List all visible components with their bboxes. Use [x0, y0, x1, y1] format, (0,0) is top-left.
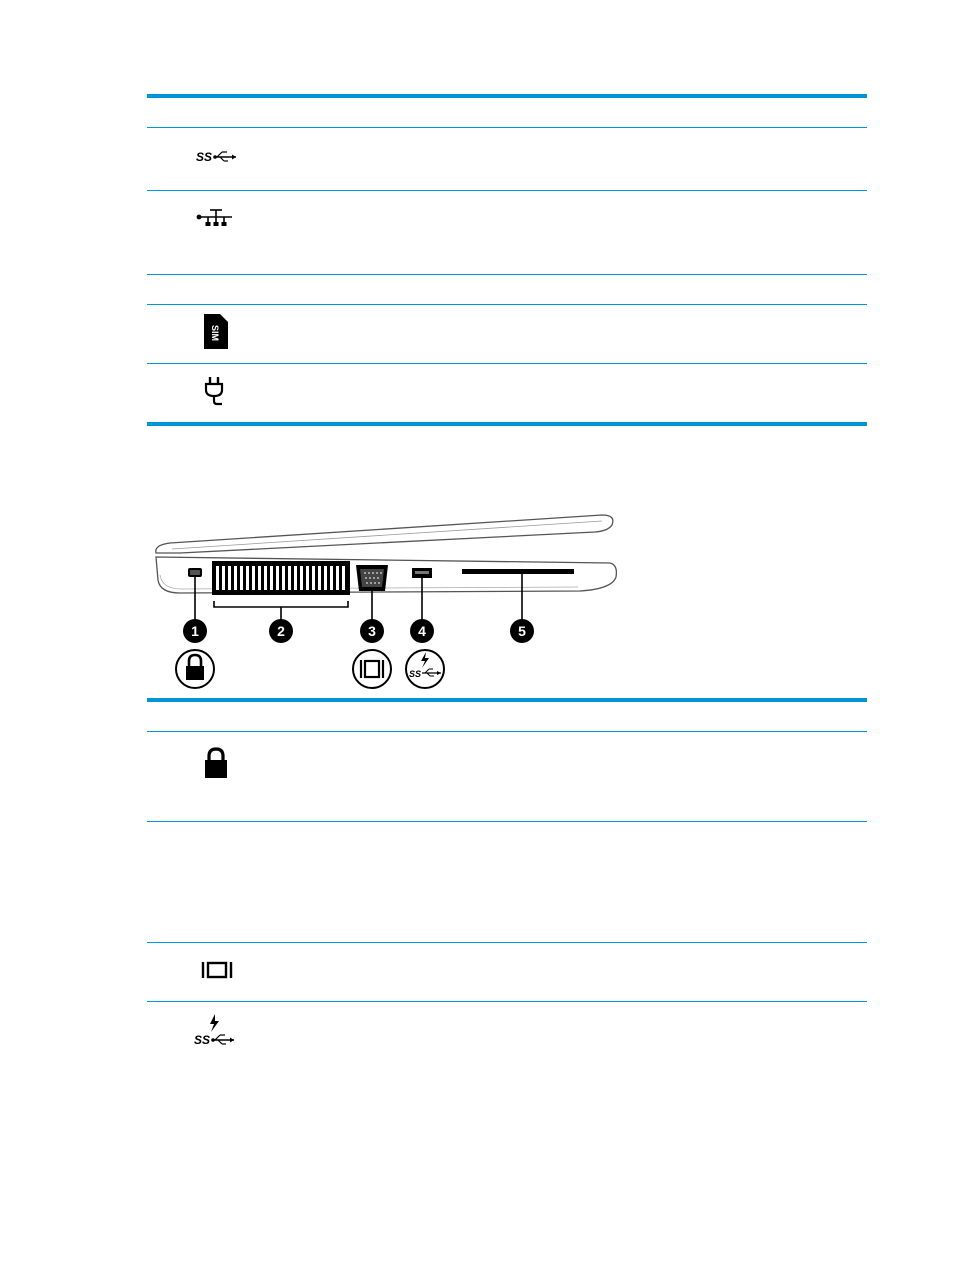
laptop-lid [156, 515, 613, 553]
svg-text:2: 2 [277, 623, 285, 639]
svg-text:5: 5 [518, 623, 526, 639]
table1-row-rule [147, 274, 867, 275]
table2-top-rule [147, 698, 867, 702]
table1-bottom-rule [147, 422, 867, 426]
memory-card-reader [462, 569, 574, 574]
callout-1 [183, 619, 207, 643]
rj45-network-icon [196, 208, 234, 228]
table2-row-rule [147, 942, 867, 943]
external-monitor-icon [201, 960, 233, 980]
table1-row-rule [147, 304, 867, 305]
callout-3 [360, 619, 384, 643]
left-side-figure [150, 505, 625, 690]
table1-header-rule [147, 127, 867, 128]
table1-row-rule [147, 363, 867, 364]
callout-5 [510, 619, 534, 643]
svg-text:1: 1 [191, 623, 199, 639]
table2-header-rule [147, 731, 867, 732]
callout-2 [269, 619, 293, 643]
sim-label: SIM [210, 325, 220, 342]
usb-charging-superspeed-icon [406, 650, 444, 688]
external-monitor-icon [353, 650, 391, 688]
callout-4 [410, 619, 434, 643]
svg-text:SS: SS [409, 669, 422, 679]
svg-text:4: 4 [418, 623, 426, 639]
vent [212, 561, 350, 595]
sim-icon [203, 313, 229, 350]
security-lock-icon [203, 747, 229, 779]
table2-row-rule [147, 821, 867, 822]
svg-text:3: 3 [368, 623, 376, 639]
security-lock-icon [176, 650, 214, 688]
usb-superspeed-icon [196, 148, 238, 166]
usb-charging-superspeed-icon [194, 1013, 236, 1049]
svg-text:SS: SS [194, 1033, 211, 1047]
table1-row-rule [147, 190, 867, 191]
svg-text:SS: SS [196, 150, 213, 164]
table2-row-rule [147, 1001, 867, 1002]
power-plug-icon [203, 375, 227, 407]
table1-top-rule [147, 94, 867, 98]
